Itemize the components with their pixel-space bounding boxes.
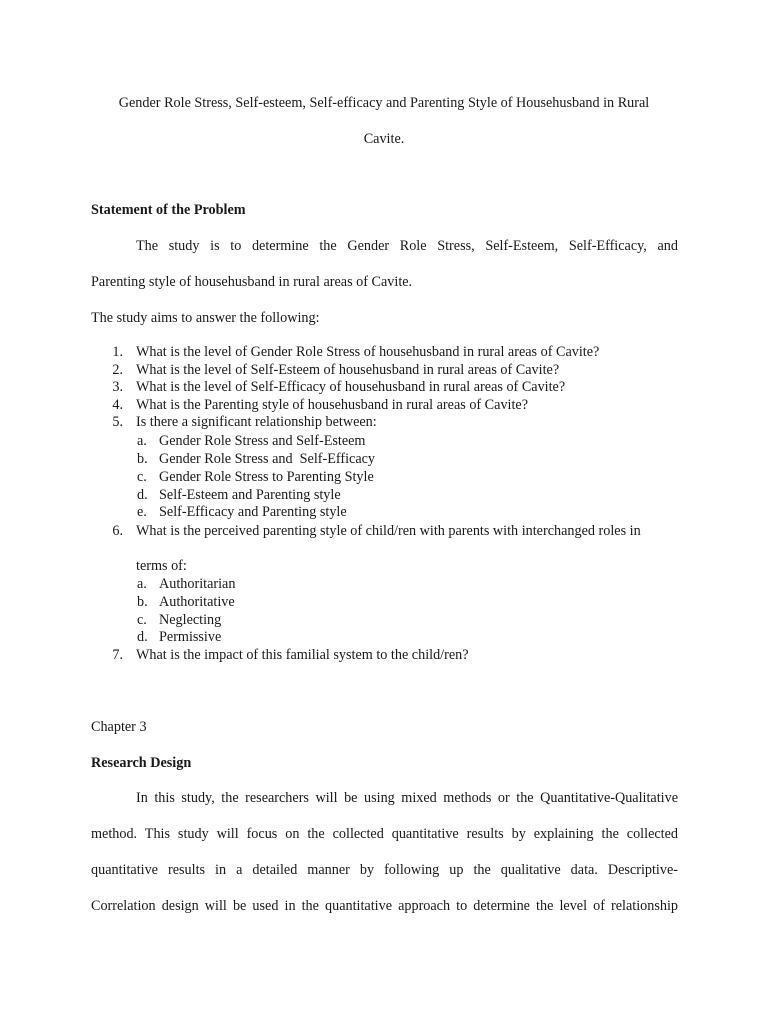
list-item-text: What is the impact of this familial system to the child/ren? xyxy=(136,647,469,663)
research-design-heading: Research Design xyxy=(91,755,192,771)
sub-list-letter: c. xyxy=(137,469,147,485)
research-paragraph-line-2: method. This study will focus on the collected quantitative results by explaining the collected xyxy=(91,826,678,842)
list-item-continuation: terms of: xyxy=(136,558,187,574)
sub-list-text: Gender Role Stress to Parenting Style xyxy=(159,469,374,485)
document-title-line-2: Cavite. xyxy=(363,131,405,147)
list-item-text: Is there a significant relationship between: xyxy=(136,414,377,430)
list-item-number: 1. xyxy=(112,344,123,360)
list-item-number: 5. xyxy=(112,414,123,430)
list-item-number: 3. xyxy=(112,379,123,395)
list-item-number: 7. xyxy=(112,647,123,663)
sub-list-letter: d. xyxy=(137,629,148,645)
sub-list-text: Self-Esteem and Parenting style xyxy=(159,487,341,503)
list-item-text: What is the level of Gender Role Stress of househusband in rural areas of Cavite? xyxy=(136,344,600,360)
statement-paragraph-line-1: The study is to determine the Gender Role Stress, Self-Esteem, Self-Efficacy, and xyxy=(136,238,678,254)
study-aims-text: The study aims to answer the following: xyxy=(91,310,320,326)
list-item-text: What is the perceived parenting style of child/ren with parents with interchanged roles in xyxy=(136,523,641,539)
list-item-number: 6. xyxy=(112,523,123,539)
sub-list-letter: a. xyxy=(137,433,147,449)
list-item-text: What is the Parenting style of househusband in rural areas of Cavite? xyxy=(136,397,529,413)
statement-paragraph-line-2: Parenting style of househusband in rural areas of Cavite. xyxy=(91,274,413,290)
sub-list-letter: b. xyxy=(137,594,148,610)
chapter-heading: Chapter 3 xyxy=(91,719,147,735)
research-paragraph-line-3: quantitative results in a detailed manner by following up the qualitative data. Descriptive- xyxy=(91,862,678,878)
sub-list-letter: e. xyxy=(137,504,147,520)
sub-list-letter: c. xyxy=(137,612,147,628)
sub-list-text: Permissive xyxy=(159,629,222,645)
list-item-number: 2. xyxy=(112,362,123,378)
sub-list-text: Gender Role Stress and Self-Efficacy xyxy=(159,451,376,467)
sub-list-letter: b. xyxy=(137,451,148,467)
sub-list-letter: d. xyxy=(137,487,148,503)
sub-list-text: Neglecting xyxy=(159,612,222,628)
sub-list-letter: a. xyxy=(137,576,147,592)
statement-heading: Statement of the Problem xyxy=(91,202,246,218)
sub-list-text: Authoritative xyxy=(159,594,235,610)
sub-list-text: Gender Role Stress and Self-Esteem xyxy=(159,433,366,449)
document-title-line-1: Gender Role Stress, Self-esteem, Self-efficacy and Parenting Style of Househusband in Rural xyxy=(118,95,650,111)
sub-list-text: Authoritarian xyxy=(159,576,236,592)
list-item-text: What is the level of Self-Esteem of househusband in rural areas of Cavite? xyxy=(136,362,560,378)
sub-list-text: Self-Efficacy and Parenting style xyxy=(159,504,347,520)
research-paragraph-line-4: Correlation design will be used in the quantitative approach to determine the level of relationship xyxy=(91,898,678,914)
research-paragraph-line-1: In this study, the researchers will be using mixed methods or the Quantitative-Qualitative xyxy=(136,790,678,806)
list-item-text: What is the level of Self-Efficacy of househusband in rural areas of Cavite? xyxy=(136,379,566,395)
list-item-number: 4. xyxy=(112,397,123,413)
